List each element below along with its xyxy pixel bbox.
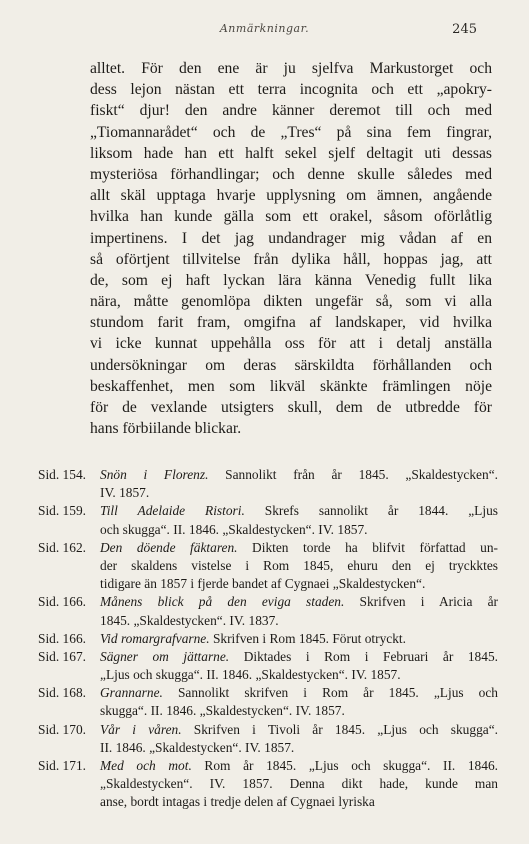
note-line	[100, 648, 498, 666]
note-title: Till Adelaide Ristori.	[100, 503, 245, 519]
note-line	[100, 721, 498, 739]
running-header	[0, 22, 529, 40]
note-entry	[38, 684, 498, 720]
note-text: der skaldens vistelse i Rom 1845, ehuru den ej tryckktes	[100, 557, 498, 573]
text-line: så oförtjent tillvitelse från dylika håll, hoppas jag, att	[90, 250, 492, 268]
text-line: undersökningar om deras särskildta förhållanden och	[90, 356, 492, 374]
page-number: 245	[452, 22, 477, 37]
text-line: stundom farit fram, omgifna af landskaper, vid hvilka	[90, 314, 492, 332]
text-line: mysteriösa förhandlingar; och denne skulle således med	[90, 165, 492, 183]
text-line: allt skäl upptaga hvarje upplysning om ämnen, angående	[90, 187, 492, 205]
note-text: Skrifven i Aricia år	[344, 594, 498, 610]
text-line: liksom hade han ett halft sekel sjelf deltagit uti dessas	[90, 144, 492, 162]
main-text-block	[90, 58, 492, 439]
note-body	[100, 593, 498, 629]
text-line: „Tiomannarådet“ och de „Tres“ på sina fem fingrar,	[90, 123, 492, 141]
note-text: Skrifven i Tivoli år 1845. „Ljus och skugga“.	[181, 721, 498, 737]
text-line: hans förbiilande blickar.	[90, 420, 242, 438]
note-text: och skugga“. II. 1846. „Skaldestycken“. IV. 1857.	[100, 521, 368, 537]
note-line	[100, 575, 498, 593]
running-title: Anmärkningar.	[219, 22, 310, 35]
text-line: för de vexlande utsigters skull, dem de utbredde för	[90, 399, 492, 416]
note-line	[100, 484, 498, 502]
note-text: anse, bordt intagas i tredje delen af Cygnaei lyriska	[100, 794, 375, 810]
note-line	[100, 757, 498, 775]
note-body	[100, 502, 498, 538]
note-entry	[38, 721, 498, 757]
note-page-reference: Sid. 162.	[38, 539, 86, 555]
note-body	[100, 466, 498, 502]
note-line	[100, 630, 498, 648]
note-text: tidigare än 1857 i fjerde bandet af Cygnaei „Skaldestycken“.	[100, 576, 426, 592]
text-line: dess lejon nästan ett terra incognita och ett „apokry-	[90, 81, 492, 99]
note-body	[100, 539, 498, 594]
note-line	[100, 466, 498, 484]
note-page-reference: Sid. 166.	[38, 594, 86, 610]
note-entry	[38, 757, 498, 812]
note-body	[100, 684, 498, 720]
note-line	[100, 739, 498, 757]
note-line	[100, 793, 498, 811]
note-entry	[38, 466, 498, 502]
note-text: IV. 1857.	[100, 485, 150, 501]
note-title: Vid romargrafvarne.	[100, 630, 210, 646]
note-body	[100, 630, 498, 648]
note-text: Sannolikt från år 1845. „Skaldestycken“.	[208, 467, 498, 482]
note-page-reference: Sid. 168.	[38, 685, 86, 701]
text-line: beskaffenhet, men som likväl skänkte främlingen nöje	[90, 377, 492, 395]
note-body	[100, 648, 498, 684]
text-line: vi icke kunnat uppehålla oss för att i detalj anställa	[90, 335, 492, 353]
note-entry	[38, 539, 498, 594]
note-page-reference: Sid. 154.	[38, 467, 86, 482]
note-page-reference: Sid. 170.	[38, 721, 86, 737]
note-page-reference: Sid. 159.	[38, 503, 86, 519]
note-page-reference: Sid. 166.	[38, 630, 86, 646]
note-text: II. 1846. „Skaldestycken“. IV. 1857.	[100, 739, 295, 755]
note-title: Den döende fäktaren.	[100, 539, 238, 555]
note-title: Med och mot.	[100, 758, 192, 773]
note-text: Skrifven i Rom 1845. Förut otryckt.	[209, 630, 406, 646]
note-text: Rom år 1845. „Ljus och skugga“. II. 1846.	[191, 758, 498, 773]
text-line: impertinens. I det jag undandrager mig vådan af en	[90, 229, 492, 247]
note-entry	[38, 648, 498, 684]
note-line	[100, 702, 498, 720]
note-page-reference: Sid. 167.	[38, 648, 86, 664]
note-line	[100, 557, 498, 575]
text-line: hvilka han kunde gälla som ett orakel, såsom oförlåtlig	[90, 208, 492, 226]
note-line	[100, 593, 498, 611]
note-text: 1845. „Skaldestycken“. IV. 1837.	[100, 612, 279, 628]
note-page-reference: Sid. 171.	[38, 758, 86, 773]
note-title: Sägner om jättarne.	[100, 648, 230, 664]
note-line	[100, 612, 498, 630]
note-title: Vår i våren.	[100, 721, 182, 737]
note-line	[100, 666, 498, 684]
text-line: alltet. För den ene är ju sjelfva Markustorget och	[90, 60, 492, 77]
note-text: Diktades i Rom i Februari år 1845.	[229, 648, 498, 664]
note-text: Skrefs sannolikt år 1844. „Ljus	[244, 503, 498, 519]
note-title: Månens blick på den eviga staden.	[100, 594, 345, 610]
text-line: nära, måtte genomlöpa dikten ungefär så, som vi alla	[90, 293, 492, 311]
note-text: „Ljus och skugga“. II. 1846. „Skaldestycken“. IV. 1857.	[100, 667, 401, 683]
note-line	[100, 521, 498, 539]
note-text: Dikten torde ha blifvit författad un-	[237, 539, 498, 555]
text-line: fiskt“ djur! den andre känner deremot till och med	[90, 102, 492, 120]
note-body	[100, 757, 498, 812]
note-text: Sannolikt skrifven i Rom år 1845. „Ljus och	[162, 685, 498, 701]
note-text: skugga“. II. 1846. „Skaldestycken“. IV. 1857.	[100, 703, 345, 719]
note-line	[100, 539, 498, 557]
text-line: de, som ej haft lyckan lära känna Venedig fullt lika	[90, 271, 492, 289]
note-entry	[38, 502, 498, 538]
note-line	[100, 775, 498, 793]
note-entry	[38, 630, 498, 648]
section-divider	[160, 440, 370, 441]
notes-list	[38, 466, 498, 812]
note-entry	[38, 593, 498, 629]
note-line	[100, 502, 498, 520]
note-title: Snön i Florenz.	[100, 467, 209, 482]
note-body	[100, 721, 498, 757]
note-title: Grannarne.	[100, 685, 163, 701]
note-line	[100, 684, 498, 702]
note-text: „Skaldestycken“. IV. 1857. Denna dikt hade, kunde man	[100, 776, 498, 792]
